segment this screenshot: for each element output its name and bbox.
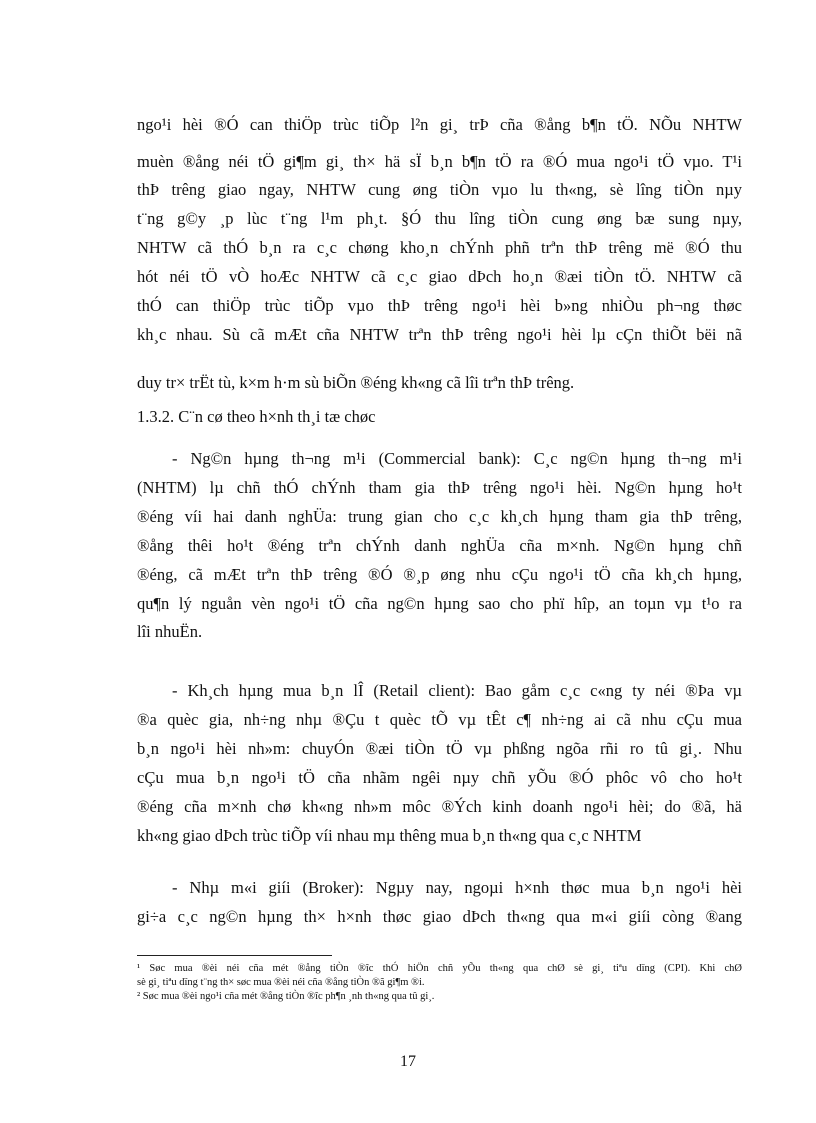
- text-line: - Ng©n hµng th¬ng m¹i (Commercial bank): C¸c ng©n hµng th¬ng m¹i: [172, 449, 742, 468]
- text-line: ®éng víi hai danh nghÜa: trung gian cho c¸c kh¸ch hµng tham gia thÞ trêng,: [137, 507, 742, 526]
- text-line: ®éng cña m×nh chø kh«ng nh»m môc ®Ých kinh doanh ngo¹i hèi; do ®ã, hä: [137, 797, 742, 816]
- text-line: NHTW cã thÓ b¸n ra c¸c chøng kho¸n chÝnh phñ trªn thÞ trêng më ®Ó thu: [137, 238, 742, 257]
- text-line: (NHTM) lµ chñ thÓ chÝnh tham gia thÞ trêng ngo¹i hèi. Ng©n hµng ho¹t: [137, 478, 742, 497]
- text-line: kh¸c nhau. Sù cã mÆt cña NHTW trªn thÞ trêng ngo¹i hèi lµ cÇn thiÕt bëi nã: [137, 325, 742, 344]
- text-line: - Kh¸ch hµng mua b¸n lÎ (Retail client): Bao gåm c¸c c«ng ty néi ®Þa vµ: [172, 681, 742, 700]
- text-line: gi÷a c¸c ng©n hµng th× h×nh thøc giao dÞch th«ng qua m«i giíi còng ®ang: [137, 907, 742, 926]
- section-heading: 1.3.2. C¨n cø theo h×nh th¸i tæ chøc: [137, 407, 376, 426]
- text-line: ®a quèc gia, nh÷ng nhµ ®Çu t quèc tÕ vµ tÊt c¶ nh÷ng ai cã nhu cÇu mua: [137, 710, 742, 729]
- page-number: 17: [400, 1053, 416, 1070]
- text-line: t¨ng g©y ¸p lùc t¨ng l¹m ph¸t. §Ó thu lîng tiÒn cung øng bæ sung nµy,: [137, 209, 742, 228]
- text-line: ®éng, cã mÆt trªn thÞ trêng ®Ó ®¸p øng nhu cÇu ngo¹i tÖ cña kh¸ch hµng,: [137, 565, 742, 584]
- footnote-line: ¹ Søc mua ®èi néi cña mét ®ång tiÒn ®îc thÓ hiÖn chñ yÕu th«ng qua chØ sè gi¸ tiªu dïng (CPI). Khi chØ: [137, 963, 742, 974]
- text-line: duy tr× trËt tù, k×m h·m sù biÕn ®éng kh«ng cã lîi trªn thÞ trêng.: [137, 373, 575, 392]
- text-line: thÞ trêng giao ngay, NHTW cung øng tiÒn vµo lu th«ng, sè lîng tiÒn nµy: [137, 180, 742, 199]
- text-line: muèn ®ång néi tÖ gi¶m gi¸ th× hä sÏ b¸n b¶n tÖ ra ®Ó mua ngo¹i tÖ vµo. T¹i: [137, 152, 742, 171]
- text-line: cÇu mua b¸n ngo¹i tÖ cña nhãm ngêi nµy chñ yÕu ®Ó phôc vô cho ho¹t: [137, 768, 742, 787]
- text-line: hót néi tÖ vÒ hoÆc NHTW cã c¸c giao dÞch ho¸n ®æi tiÒn tÖ. NHTW cã: [137, 267, 742, 286]
- text-line: qu¶n lý nguån vèn ngo¹i tÖ cña ng©n hµng sao cho phï hîp, an toµn vµ t¹o ra: [137, 594, 742, 613]
- footnote-line: ² Søc mua ®èi ngo¹i cña mét ®ång tiÒn ®îc ph¶n ¸nh th«ng qua tû gi¸.: [137, 991, 435, 1002]
- footnote-line: sè gi¸ tiªu dïng t¨ng th× søc mua ®èi néi cña ®ång tiÒn ®ã gi¶m ®i.: [137, 977, 425, 988]
- text-line: ®ång thêi ho¹t ®éng trªn chÝnh danh nghÜa cña m×nh. Ng©n hµng chñ: [137, 536, 742, 555]
- text-line: kh«ng giao dÞch trùc tiÕp víi nhau mµ thêng mua b¸n th«ng qua c¸c NHTM: [137, 826, 642, 845]
- text-line: - Nhµ m«i giíi (Broker): Ngµy nay, ngoµi h×nh thøc mua b¸n ngo¹i hèi: [172, 878, 742, 897]
- text-line: b¸n ngo¹i hèi nh»m: chuyÓn ®æi tiÒn tÖ vµ phßng ngõa rñi ro tû gi¸. Nhu: [137, 739, 742, 758]
- text-line: ngo¹i hèi ®Ó can thiÖp trùc tiÕp l²n gi¸ trÞ cña ®ång b¶n tÖ. NÕu NHTW: [137, 115, 742, 134]
- text-line: lîi nhuËn.: [137, 622, 203, 641]
- text-line: thÓ can thiÖp trùc tiÕp vµo thÞ trêng ngo¹i hèi b»ng nhiÒu ph¬ng thøc: [137, 296, 742, 315]
- footnote-separator: [137, 955, 332, 956]
